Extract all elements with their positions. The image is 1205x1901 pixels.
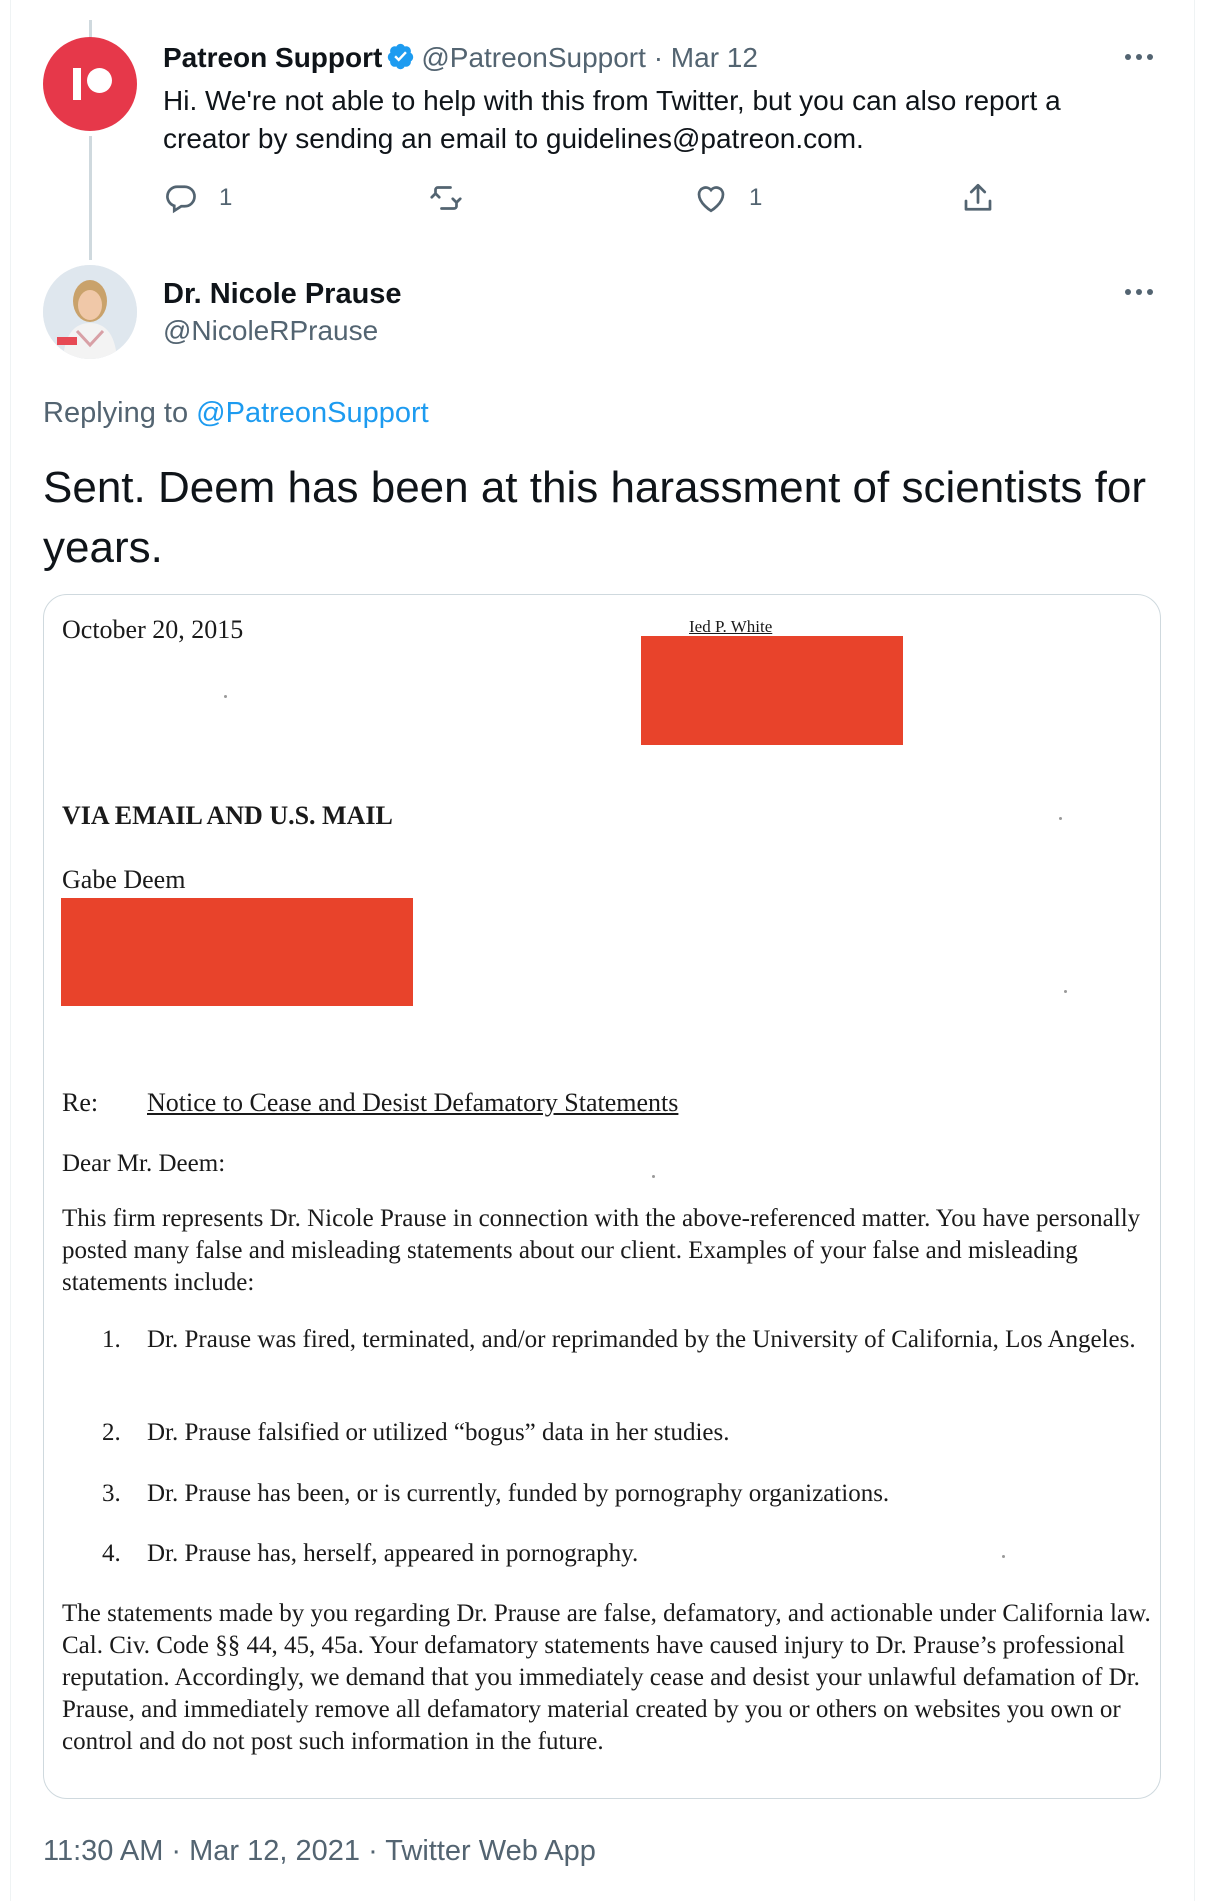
tweet1-author-name[interactable]: Patreon Support (163, 42, 383, 73)
letter-list-item: 3. Dr. Prause has been, or is currently, funded by pornography organizations. (102, 1480, 890, 1507)
person-portrait-icon (43, 265, 137, 359)
replying-to (43, 394, 429, 432)
tweet1-more-icon[interactable] (1125, 52, 1155, 62)
tweet1-date[interactable]: Mar 12 (670, 42, 758, 73)
thread-connector-line (89, 136, 92, 260)
redaction-box (61, 898, 413, 1006)
reply-count: 1 (219, 184, 233, 211)
redaction-box (641, 636, 903, 745)
letter-intro: This firm represents Dr. Nicole Prause in connection with the above-referenced matter. You have personally posted many false and misleading statements about our client. Examples of your false and misleading statements include: (62, 1205, 1141, 1296)
verified-badge-icon (386, 42, 415, 71)
tweet1-separator: · (653, 42, 664, 73)
reply-icon (163, 180, 199, 216)
patreon-logo-dot (87, 68, 112, 93)
letter-list-item: 4. Dr. Prause has, herself, appeared in pornography. (102, 1540, 639, 1567)
letter-list-item: 1. Dr. Prause was fired, terminated, and/or reprimanded by the University of California, Los Angeles. (102, 1326, 1136, 1353)
share-button[interactable] (960, 180, 996, 216)
letter-date: October 20, 2015 (62, 615, 244, 644)
tweet2-handle[interactable]: @NicoleRPrause (163, 315, 379, 346)
scan-speck (224, 695, 227, 698)
tweet1-header (163, 40, 758, 76)
replying-prefix: Replying to (43, 397, 189, 429)
letter-salutation: Dear Mr. Deem: (62, 1150, 226, 1177)
like-count: 1 (749, 184, 763, 211)
scan-speck (1059, 817, 1062, 820)
letter-via: VIA EMAIL AND U.S. MAIL (62, 801, 393, 830)
tweet1-handle[interactable]: @PatreonSupport (421, 42, 646, 73)
tweet2-timestamp[interactable]: 11:30 AM · Mar 12, 2021 · Twitter Web App (43, 1835, 596, 1867)
retweet-button[interactable] (428, 180, 464, 216)
heart-icon (693, 180, 729, 216)
tweet2-text: Sent. Deem has been at this harassment of scientists for years. (43, 463, 1146, 572)
tweet2-author-name[interactable]: Dr. Nicole Prause (163, 278, 402, 310)
patreon-logo-bar (73, 68, 81, 100)
letter-subject: Notice to Cease and Desist Defamatory Statements (147, 1088, 679, 1117)
share-icon (960, 180, 996, 216)
tweet1-text: Hi. We're not able to help with this from Twitter, but you can also report a creator by sending an email to guidelines@patreon.com. (163, 85, 1061, 154)
like-button[interactable] (693, 180, 762, 216)
letter-re-label: Re: (62, 1088, 99, 1117)
scan-speck (1002, 1555, 1005, 1558)
tweet2-more-icon[interactable] (1125, 287, 1155, 297)
tweet1-actions (163, 180, 1023, 220)
letter-closing: The statements made by you regarding Dr. Prause are false, defamatory, and actionable under California law. Cal. Civ. Code §§ 44, 45, 45a. Your defamatory statements have caused injury to Dr. Prause’s professional reputation. Accordingly, we demand that you immediately cease and desist your unlawful defamation of Dr. Prause, and immediately remove all defamatory material created by you or others on websites you own or control and do not post such information in the future. (62, 1600, 1151, 1755)
scan-speck (1064, 990, 1067, 993)
scan-speck (652, 1175, 655, 1178)
letter-recipient: Gabe Deem (62, 865, 186, 894)
prause-avatar[interactable] (43, 265, 137, 359)
reply-button[interactable] (163, 180, 232, 216)
replying-to-link[interactable]: @PatreonSupport (196, 397, 429, 429)
retweet-icon (428, 180, 464, 216)
letter-list-item: 2. Dr. Prause falsified or utilized “bogus” data in her studies. (102, 1419, 730, 1446)
letter-image[interactable] (43, 594, 1161, 1799)
letter-signature: Ied P. White (689, 617, 773, 636)
patreon-avatar[interactable] (43, 37, 137, 131)
